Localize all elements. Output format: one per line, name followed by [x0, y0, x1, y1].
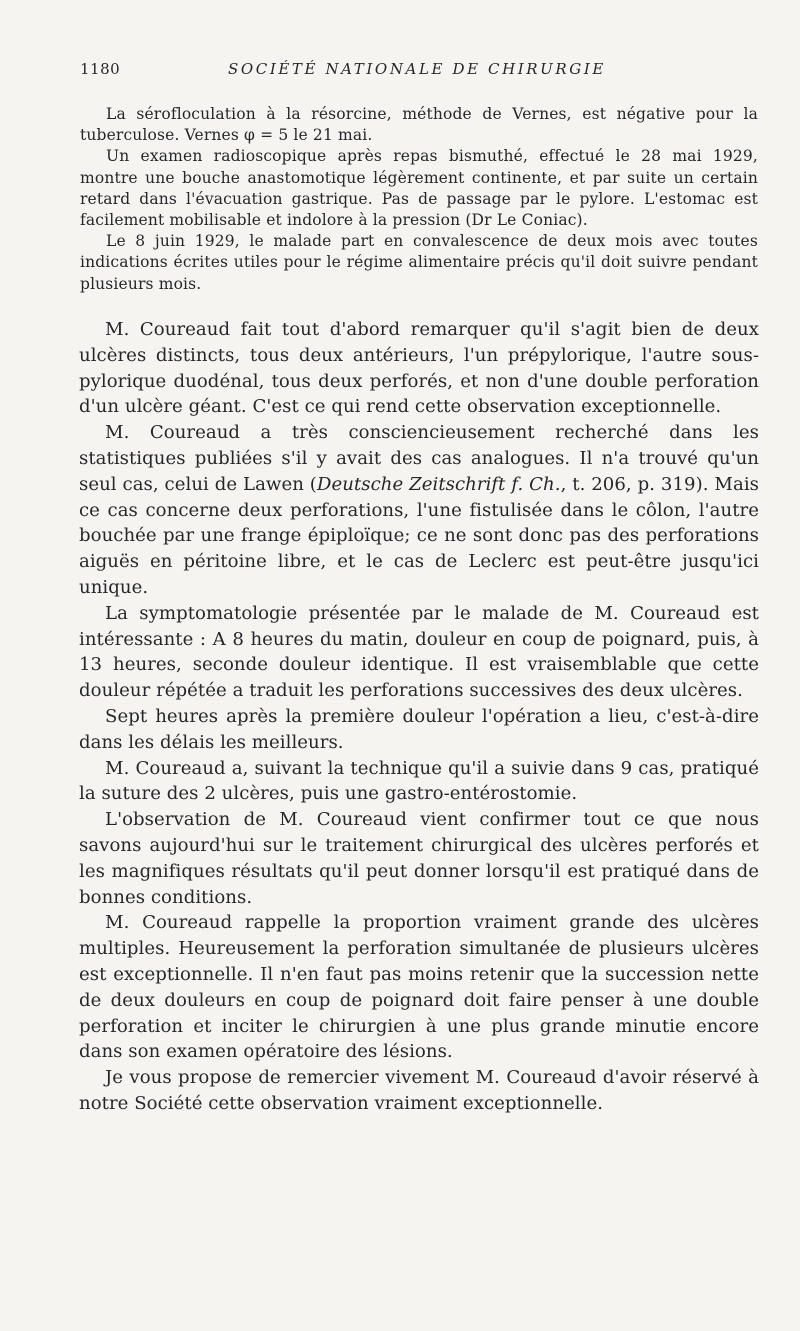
case-paragraph-radioscopy: Un examen radioscopique après repas bismuthé, effectué le 28 mai 1929, montre une bouche anastomotique légèrement continente, et par suite un certain retard dans l'évacuation gastrique. Pas de passage par le pylore. L'estomac est facilement mobilisable et indolore à la pression (Dr Le Coniac). [80, 147, 758, 230]
case-paragraph-serology: La sérofloculation à la résorcine, méthode de Vernes, est négative pour la tuberculose. Vernes φ = 5 le 21 mai. [80, 105, 758, 145]
commentary-paragraph-6: L'observation de M. Coureaud vient confirmer tout ce que nous savons aujourd'hui sur le traitement chirurgical des ulcères perforés et les magnifiques résultats qu'il peut donner lorsqu'il est pratiqué dans de bonnes conditions. [79, 809, 759, 908]
commentary-paragraph-4: Sept heures après la première douleur l'opération a lieu, c'est-à-dire dans les délais les meilleurs. [79, 705, 759, 753]
case-paragraph-discharge: Le 8 juin 1929, le malade part en convalescence de deux mois avec toutes indications écrites utiles pour le régime alimentaire précis qu'il doit suivre pendant plusieurs mois. [80, 232, 758, 293]
commentary-section [79, 317, 759, 1117]
commentary-paragraph-1: M. Coureaud fait tout d'abord remarquer qu'il s'agit bien de deux ulcères distincts, tous deux antérieurs, l'un prépylorique, l'autre sous-pylorique duodénal, tous deux perforés, et non d'une double perforation d'un ulcère géant. C'est ce qui rend cette observation exceptionnelle. [79, 319, 759, 418]
commentary-paragraph-8: Je vous propose de remercier vivement M. Coureaud d'avoir réservé à notre Société cette observation vraiment exceptionnelle. [79, 1067, 759, 1114]
page-number: 1180 [80, 60, 121, 78]
commentary-paragraph-3: La symptomatologie présentée par le malade de M. Coureaud est intéressante : A 8 heures du matin, douleur en coup de poignard, puis, à 13 heures, seconde douleur identique. Il est vraisemblable que cette douleur répétée a traduit les perforations successives des deux ulcères. [79, 602, 759, 702]
case-report-section [80, 104, 758, 295]
running-title: SOCIÉTÉ NATIONALE DE CHIRURGIE [228, 60, 606, 78]
commentary-paragraph-7: M. Coureaud rappelle la proportion vraiment grande des ulcères multiples. Heureusement la perforation simultanée de plusieurs ulcères est exceptionnelle. Il n'en faut pas moins retenir que la succession nette de deux douleurs en coup de poignard doit faire penser à une double perforation et inciter le chirurgien à une plus grande minutie encore dans son examen opératoire des lésions. [79, 912, 759, 1063]
commentary-paragraph-5: M. Coureaud a, suivant la technique qu'il a suivie dans 9 cas, pratiqué la suture des 2 ulcères, puis une gastro-entérostomie. [79, 757, 759, 805]
text-run: , t. 206, p. 319). Mais ce cas concerne deux perforations, l'une fistulisée dans le côlon, l'autre bouchée par une frange épiploïque; ce ne sont donc pas des perforations aiguës en péritoine libre, et le cas de Leclerc est peut-être jusqu'ici unique. [79, 473, 759, 598]
commentary-paragraph-2 [79, 420, 759, 601]
page-header [80, 60, 760, 84]
journal-citation: Deutsche Zeitschrift f. Ch. [316, 473, 561, 495]
text-run: M. Coureaud a très consciencieusement recherché dans les statistiques publiées s'il y avait des cas analogues. Il n'a trouvé qu'un seul cas, celui de Lawen ( [79, 422, 759, 495]
